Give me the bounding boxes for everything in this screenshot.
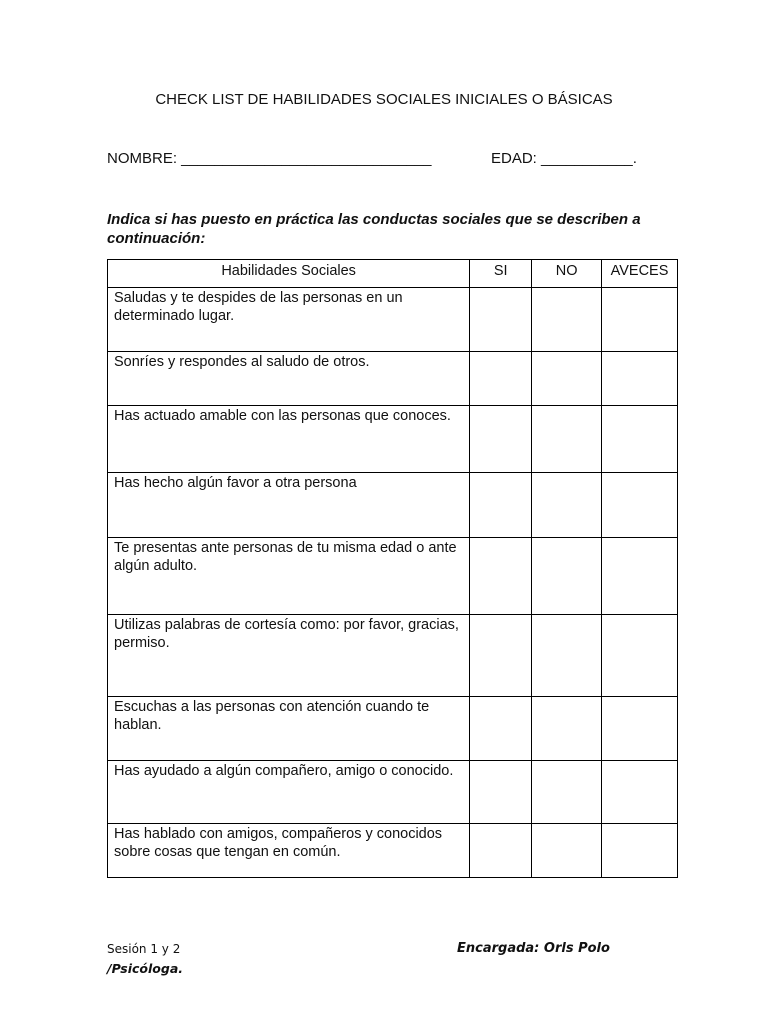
edad-field: EDAD: ___________.	[491, 150, 637, 167]
no-cell[interactable]	[532, 761, 602, 824]
aveces-cell[interactable]	[602, 538, 678, 615]
skill-cell: Te presentas ante personas de tu misma edad o ante algún adulto.	[108, 538, 470, 615]
table-row	[108, 288, 678, 352]
no-cell[interactable]	[532, 288, 602, 352]
table-row	[108, 697, 678, 761]
no-cell[interactable]	[532, 824, 602, 878]
skill-cell: Has ayudado a algún compañero, amigo o conocido.	[108, 761, 470, 824]
skill-cell: Has hablado con amigos, compañeros y conocidos sobre cosas que tengan en común.	[108, 824, 470, 878]
aveces-cell[interactable]	[602, 473, 678, 538]
checklist-table	[107, 259, 678, 878]
si-cell[interactable]	[470, 406, 532, 473]
skill-cell: Sonríes y respondes al saludo de otros.	[108, 352, 470, 406]
aveces-cell[interactable]	[602, 406, 678, 473]
skill-cell: Escuchas a las personas con atención cuando te hablan.	[108, 697, 470, 761]
no-cell[interactable]	[532, 406, 602, 473]
no-cell[interactable]	[532, 538, 602, 615]
table-row	[108, 352, 678, 406]
aveces-cell[interactable]	[602, 352, 678, 406]
si-cell[interactable]	[470, 615, 532, 697]
skill-cell: Has hecho algún favor a otra persona	[108, 473, 470, 538]
table-row	[108, 615, 678, 697]
si-cell[interactable]	[470, 352, 532, 406]
no-cell[interactable]	[532, 615, 602, 697]
nombre-field: NOMBRE: ______________________________	[107, 150, 432, 167]
si-cell[interactable]	[470, 473, 532, 538]
aveces-cell[interactable]	[602, 824, 678, 878]
page-title: CHECK LIST DE HABILIDADES SOCIALES INICIALES O BÁSICAS	[155, 91, 613, 108]
skill-cell: Saludas y te despides de las personas en un determinado lugar.	[108, 288, 470, 352]
encargada-label: Encargada: Orls Polo	[457, 941, 610, 956]
table-row	[108, 824, 678, 878]
header-no: NO	[532, 260, 602, 288]
si-cell[interactable]	[470, 824, 532, 878]
si-cell[interactable]	[470, 288, 532, 352]
aveces-cell[interactable]	[602, 615, 678, 697]
table-row	[108, 761, 678, 824]
table-row	[108, 406, 678, 473]
skill-cell: Has actuado amable con las personas que conoces.	[108, 406, 470, 473]
header-aveces: AVECES	[602, 260, 678, 288]
no-cell[interactable]	[532, 352, 602, 406]
table-header-row	[108, 260, 678, 288]
aveces-cell[interactable]	[602, 761, 678, 824]
si-cell[interactable]	[470, 761, 532, 824]
instruction-text: Indica si has puesto en práctica las conductas sociales que se describen a continuación:	[107, 211, 641, 247]
skill-cell: Utilizas palabras de cortesía como: por favor, gracias, permiso.	[108, 615, 470, 697]
no-cell[interactable]	[532, 697, 602, 761]
header-habilidades: Habilidades Sociales	[108, 260, 470, 288]
aveces-cell[interactable]	[602, 697, 678, 761]
table-row	[108, 538, 678, 615]
si-cell[interactable]	[470, 697, 532, 761]
aveces-cell[interactable]	[602, 288, 678, 352]
no-cell[interactable]	[532, 473, 602, 538]
role-label: /Psicóloga.	[107, 961, 184, 976]
si-cell[interactable]	[470, 538, 532, 615]
table-row	[108, 473, 678, 538]
session-label: Sesión 1 y 2	[107, 942, 181, 956]
header-si: SI	[470, 260, 532, 288]
